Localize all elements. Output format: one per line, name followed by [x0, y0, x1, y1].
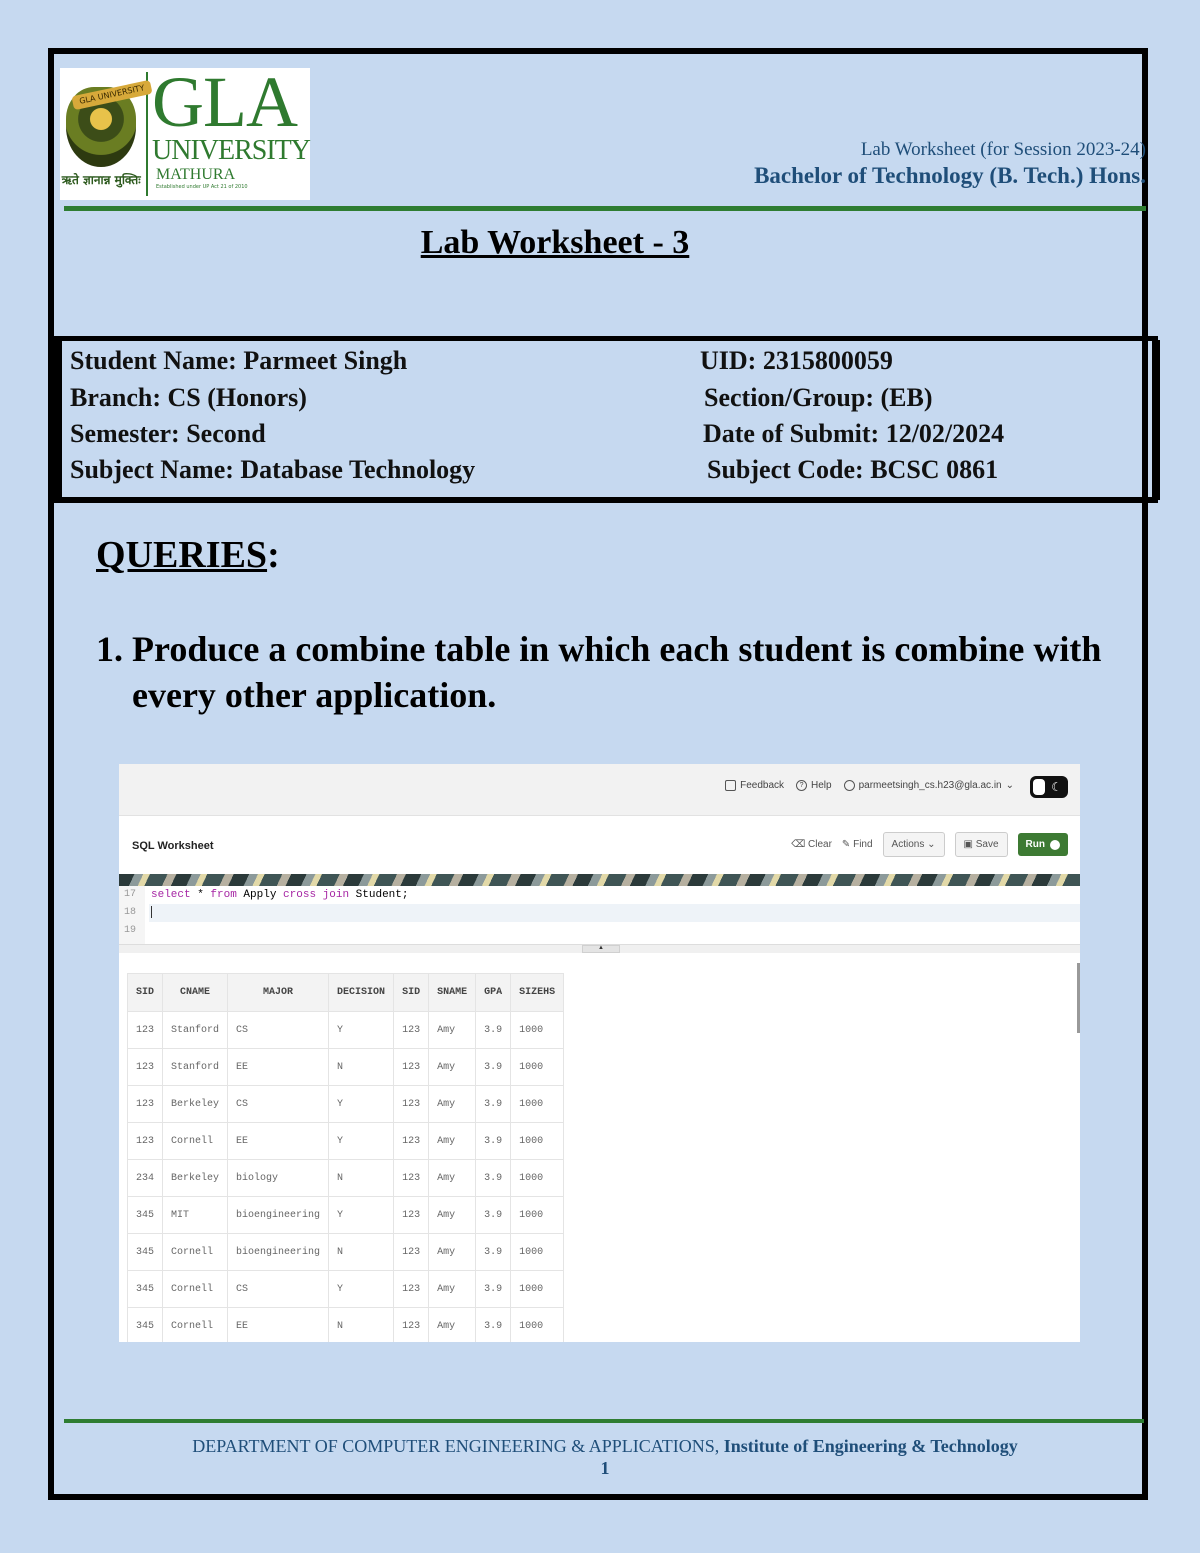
- question-1: [96, 626, 1136, 718]
- table-row: [128, 1049, 564, 1086]
- student-section: Section/Group: (EB): [704, 383, 933, 412]
- worksheet-heading: SQL Worksheet: [132, 840, 214, 852]
- logo-wordmark: [152, 62, 310, 200]
- table-row: [128, 1197, 564, 1234]
- table-cell: 123: [394, 1308, 429, 1343]
- column-header[interactable]: DECISION: [329, 974, 394, 1012]
- decorative-banner: [119, 874, 1080, 886]
- table-cell: 1000: [511, 1308, 564, 1343]
- table-cell: Amy: [429, 1012, 476, 1049]
- find-button[interactable]: [842, 839, 873, 850]
- table-cell: Berkeley: [163, 1160, 228, 1197]
- feedback-icon: [725, 780, 736, 791]
- column-header[interactable]: MAJOR: [228, 974, 329, 1012]
- table-cell: 123: [394, 1123, 429, 1160]
- table-row: [128, 1271, 564, 1308]
- table-cell: Amy: [429, 1049, 476, 1086]
- table-cell: Y: [329, 1197, 394, 1234]
- worksheet-toolbar: [119, 816, 1080, 874]
- table-cell: 123: [128, 1049, 163, 1086]
- table-cell: 123: [394, 1012, 429, 1049]
- table-cell: CS: [228, 1271, 329, 1308]
- table-cell: 123: [128, 1012, 163, 1049]
- table-cell: N: [329, 1049, 394, 1086]
- line-number: 19: [124, 925, 137, 936]
- chevron-down-icon: ⌄: [1005, 780, 1014, 791]
- topbar-items: [725, 780, 1014, 791]
- splitter-grip[interactable]: ▲: [582, 945, 620, 953]
- table-row: [128, 1234, 564, 1271]
- column-header[interactable]: GPA: [476, 974, 511, 1012]
- logo-city: MATHURA: [156, 166, 236, 183]
- program-line: Bachelor of Technology (B. Tech.) Hons.: [754, 163, 1146, 188]
- subject-name: Subject Name: Database Technology: [70, 455, 476, 484]
- help-icon: ?: [796, 780, 807, 791]
- user-icon: [844, 780, 855, 791]
- footer-rule: [64, 1419, 1144, 1423]
- queries-heading-text: QUERIES: [96, 534, 268, 576]
- table-cell: 1000: [511, 1197, 564, 1234]
- help-label: Help: [811, 780, 832, 791]
- table-cell: Amy: [429, 1197, 476, 1234]
- question-number: 1.: [96, 629, 123, 669]
- code-area[interactable]: [149, 886, 1080, 940]
- table-cell: EE: [228, 1123, 329, 1160]
- chevron-down-icon: ⌄: [927, 839, 936, 850]
- table-cell: Y: [329, 1012, 394, 1049]
- table-cell: 123: [394, 1160, 429, 1197]
- code-token: [316, 889, 323, 901]
- keyword: from: [210, 889, 237, 901]
- question-text: Produce a combine table in which each student is combine with every other application.: [132, 629, 1102, 715]
- footer-institute: Institute of Engineering & Technology: [723, 1436, 1018, 1456]
- keyword: join: [322, 889, 350, 901]
- table-row: [128, 1160, 564, 1197]
- table-cell: 123: [128, 1086, 163, 1123]
- table-cell: Amy: [429, 1160, 476, 1197]
- table-cell: 3.9: [476, 1086, 511, 1123]
- submit-date: Date of Submit: 12/02/2024: [703, 419, 1005, 448]
- page-number: 1: [600, 1458, 610, 1478]
- column-header[interactable]: CNAME: [163, 974, 228, 1012]
- column-header[interactable]: SNAME: [429, 974, 476, 1012]
- code-line-active: [149, 904, 1080, 922]
- table-cell: Y: [329, 1271, 394, 1308]
- university-logo: [60, 62, 310, 200]
- logo-word: GLA: [152, 62, 297, 142]
- table-cell: 123: [128, 1123, 163, 1160]
- table-cell: 345: [128, 1271, 163, 1308]
- table-cell: Stanford: [163, 1049, 228, 1086]
- logo-university: UNIVERSITY: [152, 135, 310, 166]
- student-semester: Semester: Second: [70, 419, 266, 448]
- table-cell: Cornell: [163, 1271, 228, 1308]
- table-cell: MIT: [163, 1197, 228, 1234]
- table-cell: 3.9: [476, 1160, 511, 1197]
- table-cell: 3.9: [476, 1271, 511, 1308]
- eraser-icon: ⌫: [791, 839, 806, 850]
- code-line: [149, 886, 1080, 904]
- table-body: [128, 1012, 564, 1343]
- column-header[interactable]: SIZEHS: [511, 974, 564, 1012]
- table-cell: 3.9: [476, 1049, 511, 1086]
- line-number: 17: [124, 889, 137, 900]
- actions-label: Actions: [891, 839, 925, 850]
- table-cell: 3.9: [476, 1308, 511, 1343]
- save-label: Save: [975, 839, 999, 850]
- clear-label: Clear: [808, 839, 832, 850]
- table-cell: 1000: [511, 1086, 564, 1123]
- table-cell: Amy: [429, 1123, 476, 1160]
- info-bottom-border: [48, 497, 1158, 503]
- table-cell: 345: [128, 1197, 163, 1234]
- result-scrollbar[interactable]: [1077, 963, 1080, 1033]
- table-cell: bioengineering: [228, 1197, 329, 1234]
- pane-splitter[interactable]: [119, 944, 1080, 953]
- column-header[interactable]: SID: [128, 974, 163, 1012]
- user-menu[interactable]: [844, 780, 1014, 791]
- table-cell: 1000: [511, 1234, 564, 1271]
- keyword: select: [151, 889, 191, 901]
- table-header-row: [128, 974, 564, 1012]
- feedback-link[interactable]: [725, 780, 784, 791]
- theme-toggle[interactable]: [1030, 776, 1068, 798]
- student-uid: UID: 2315800059: [700, 346, 893, 375]
- keyword: cross: [283, 889, 317, 901]
- table-cell: N: [329, 1160, 394, 1197]
- run-button[interactable]: [1018, 833, 1068, 856]
- app-topbar: [119, 764, 1080, 816]
- table-row: [128, 1123, 564, 1160]
- table-cell: 234: [128, 1160, 163, 1197]
- table-cell: Amy: [429, 1086, 476, 1123]
- table-row: [128, 1012, 564, 1049]
- header-info: [754, 138, 1146, 190]
- table-cell: 1000: [511, 1160, 564, 1197]
- run-label: Run: [1025, 839, 1045, 850]
- code-token: Student;: [349, 889, 409, 901]
- subject-code: Subject Code: BCSC 0861: [707, 455, 999, 484]
- toggle-knob: [1033, 779, 1045, 795]
- actions-button[interactable]: [883, 832, 945, 857]
- table-cell: Cornell: [163, 1123, 228, 1160]
- table-cell: Amy: [429, 1234, 476, 1271]
- table-cell: 345: [128, 1308, 163, 1343]
- table-cell: 3.9: [476, 1012, 511, 1049]
- footer-text: [0, 1436, 1200, 1457]
- table-cell: CS: [228, 1012, 329, 1049]
- student-info-box: [54, 340, 1160, 500]
- queries-heading: [96, 533, 280, 577]
- play-icon: [1050, 840, 1060, 850]
- find-icon: ✎: [841, 839, 851, 850]
- table-cell: Cornell: [163, 1308, 228, 1343]
- sql-editor[interactable]: [119, 886, 1080, 944]
- header-rule: [64, 206, 1146, 211]
- table-cell: EE: [228, 1049, 329, 1086]
- code-token: *: [190, 889, 211, 901]
- table-cell: Berkeley: [163, 1086, 228, 1123]
- user-email: parmeetsingh_cs.h23@gla.ac.in: [858, 780, 1002, 791]
- table-cell: Cornell: [163, 1234, 228, 1271]
- table-cell: 3.9: [476, 1123, 511, 1160]
- line-number: 18: [124, 907, 137, 918]
- feedback-label: Feedback: [740, 780, 785, 791]
- table-cell: Amy: [429, 1271, 476, 1308]
- crest-emblem: [60, 68, 146, 200]
- table-cell: 1000: [511, 1271, 564, 1308]
- table-cell: 123: [394, 1197, 429, 1234]
- table-cell: 123: [394, 1234, 429, 1271]
- crest-ribbon: GLA UNIVERSITY: [71, 80, 152, 110]
- table-cell: 123: [394, 1049, 429, 1086]
- code-line: [149, 922, 1080, 940]
- toolbar-tools: [791, 832, 1068, 857]
- crest-motto: ऋते ज्ञानान्न मुक्तिः: [61, 172, 141, 187]
- session-line: Lab Worksheet (for Session 2023-24): [860, 139, 1146, 160]
- save-icon: ▣: [963, 839, 973, 850]
- table-cell: 1000: [511, 1012, 564, 1049]
- column-header[interactable]: SID: [394, 974, 429, 1012]
- footer-dept: DEPARTMENT OF COMPUTER ENGINEERING & APPLICATIONS,: [192, 1436, 724, 1456]
- student-branch: Branch: CS (Honors): [70, 383, 307, 412]
- table-cell: CS: [228, 1086, 329, 1123]
- table-cell: Amy: [429, 1308, 476, 1343]
- sql-worksheet-screenshot: [119, 764, 1080, 1342]
- query-result: [119, 953, 1080, 1342]
- find-label: Find: [853, 839, 873, 850]
- table-cell: Y: [329, 1086, 394, 1123]
- table-cell: biology: [228, 1160, 329, 1197]
- table-row: [128, 1308, 564, 1343]
- queries-heading-colon: :: [267, 534, 280, 576]
- table-cell: N: [329, 1308, 394, 1343]
- save-button[interactable]: [955, 832, 1008, 857]
- worksheet-title: Lab Worksheet - 3: [420, 224, 690, 261]
- code-token: Apply: [236, 889, 284, 901]
- table-cell: EE: [228, 1308, 329, 1343]
- table-cell: bioengineering: [228, 1234, 329, 1271]
- table-cell: 1000: [511, 1123, 564, 1160]
- table-cell: 123: [394, 1271, 429, 1308]
- table-cell: 3.9: [476, 1234, 511, 1271]
- table-cell: 1000: [511, 1049, 564, 1086]
- table-cell: 3.9: [476, 1197, 511, 1234]
- table-cell: 345: [128, 1234, 163, 1271]
- clear-button[interactable]: [791, 839, 832, 850]
- moon-icon: ☾: [1051, 780, 1062, 794]
- result-table: [127, 973, 564, 1342]
- help-link[interactable]: [796, 780, 832, 791]
- student-name: Student Name: Parmeet Singh: [70, 346, 408, 375]
- logo-established: Established under UP Act 21 of 2010: [156, 184, 248, 190]
- table-cell: N: [329, 1234, 394, 1271]
- line-gutter: [119, 886, 145, 944]
- table-cell: 123: [394, 1086, 429, 1123]
- text-cursor: [151, 906, 152, 918]
- table-cell: Y: [329, 1123, 394, 1160]
- table-cell: Stanford: [163, 1012, 228, 1049]
- table-row: [128, 1086, 564, 1123]
